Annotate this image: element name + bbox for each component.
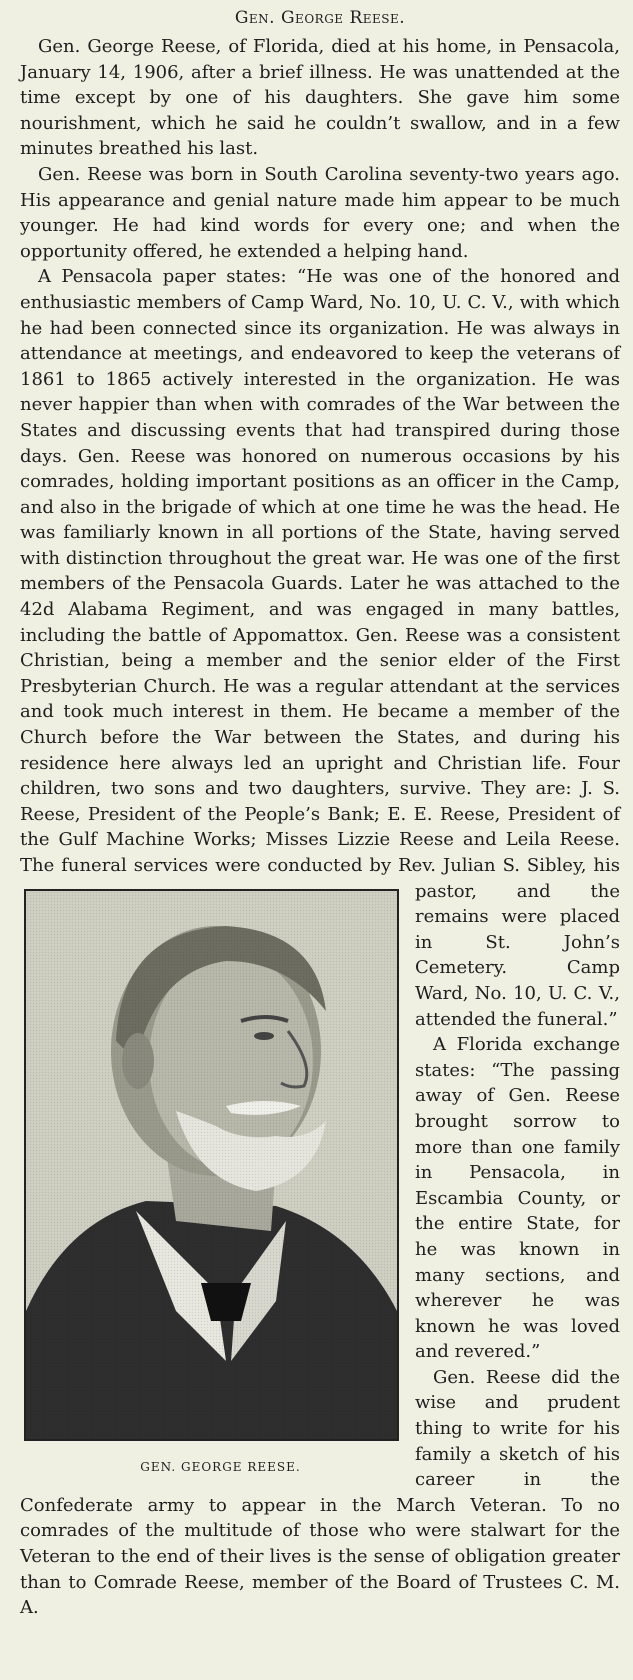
- paragraph-5: Gen. Reese did the wise and prudent thing to write for his family a sketch of his career in the Confederate army to appear in the March Veteran. To no comrades of the multitude of those who were stalwart for the Veteran to the end of their lives is the sense of obligation greater than to Comrade Reese, member of the Board of Trustees C. M. A.: [20, 1366, 620, 1619]
- portrait-caption: GEN. GEORGE REESE.: [140, 1459, 301, 1474]
- paragraph-4: A Florida exchange states: “The passing away of Gen. Reese brought sorrow to more than one family in Pensacola, in Escambia County, or the entire State, for he was known in many sections, and wherever he was known he was loved and revered.”: [415, 1034, 620, 1363]
- paragraph-3: A Pensacola paper states: “He was one of the honored and enthusiastic members of Camp Ward, No. 10, U. C. V., with which he had been connected since its organization. He was always in attendance at meetings, and endeavored to keep the veterans of 1861 to 1865 actively interested in the organization. He was never happier than when with comrades of the War between the States and discussing events that had transpired during those days. Gen. Reese was honored on numerous occasions by his comrades, holding important positions as an officer in the Camp, and also in the brigade of which at one time he was the head. He was familiarly known in all portions of the State, having served with distinction throughout the great war. He was one of the first members of the Pensacola Guards. Later he was attached to the 42d Alabama Regiment, and was engaged in many battles, including the battle of Appomattox. Gen. Reese was a consistent Christian, being a member and the senior elder of the First Presbyterian Church. He was a regular attendant at the services and took much interest in them. He became a member of the Church before the War between the States, and during his residence here always led an upright and Christian life. Four children, two sons and two daughters, survive. They are: J. S. Reese, President of the People’s Bank; E. E. Reese, President of the Gulf Machine Works; Misses Lizzie Reese and Leila Reese. The funeral services were conducted by Rev. Julian S. Sibley, his pastor, and GEN. GEORGE REESE. the remains were placed in St. John’s Cemetery. Camp Ward, No. 10, U. C. V., attended the funeral.”: [20, 264, 620, 1032]
- paragraph-1: Gen. George Reese, of Florida, died at his home, in Pensacola, January 14, 1906, after a brief illness. He was unattended at the time except by one of his daughters. She gave him some nourishment, which he said he couldn’t swallow, and in a few minutes breathed his last.: [20, 36, 620, 160]
- paragraph-2: Gen. Reese was born in South Carolina seventy-two years ago. His appearance and genial nature made him appear to be much younger. He had kind words for every one; and when the opportunity offered, he extended a helping hand.: [20, 163, 620, 262]
- portrait-image: [24, 889, 399, 1441]
- article-title: Gen. George Reese.: [234, 8, 406, 28]
- portrait-figure: [24, 889, 399, 1481]
